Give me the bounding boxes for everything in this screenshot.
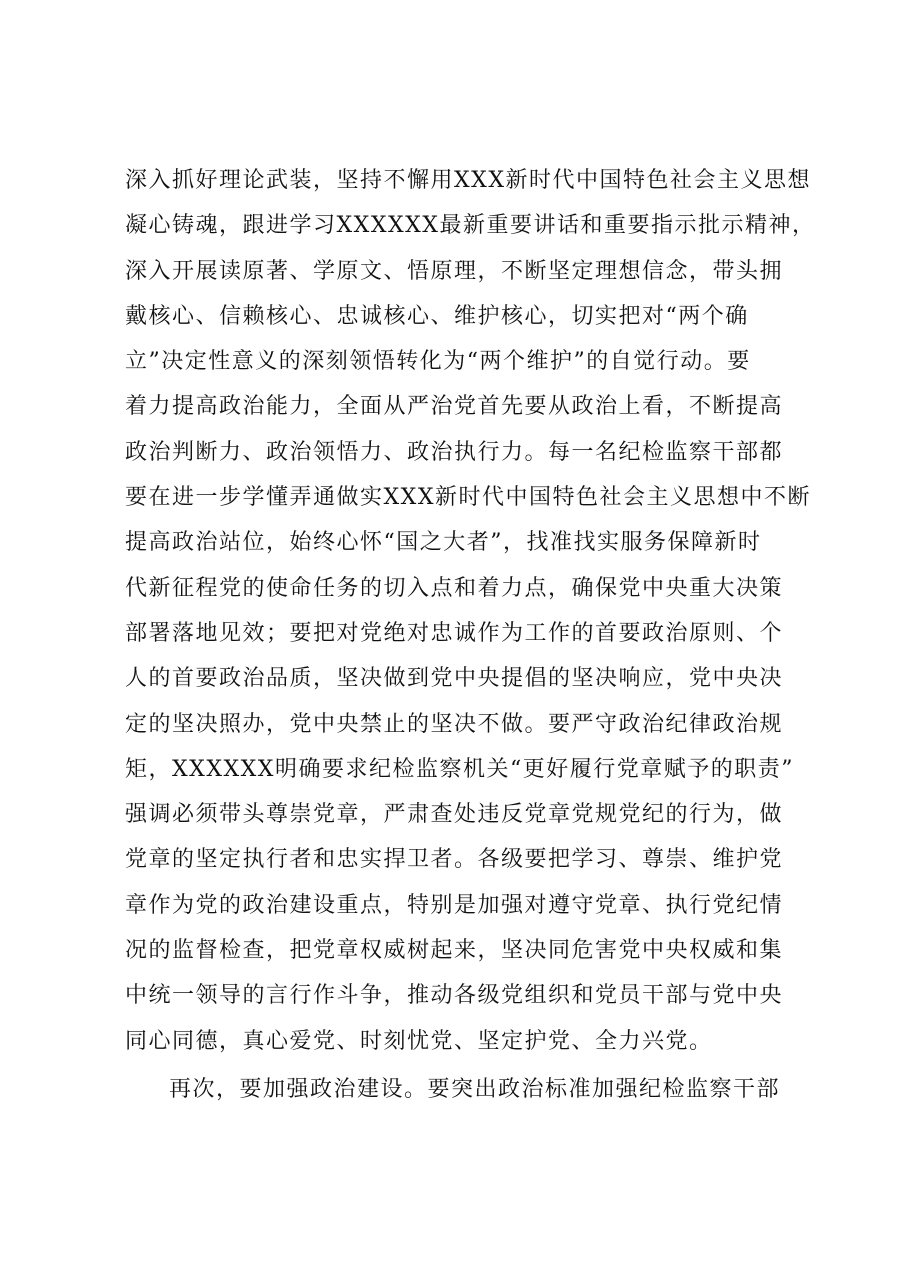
text-line: 定的坚决照办，党中央禁止的坚决不做。要严守政治纪律政治规 [125, 711, 784, 737]
text-line: 章作为党的政治建设重点，特别是加强对遵守党章、执行党纪情 [125, 892, 784, 918]
text-line: 同心同德，真心爱党、时刻忧党、坚定护党、全力兴党。 [125, 1028, 713, 1054]
paragraph-2 [125, 1067, 825, 1112]
text-line: 深入开展读原著、学原文、悟原理，不断坚定理想信念，带头拥 [125, 258, 784, 284]
text-line: 中统一领导的言行作斗争，推动各级党组织和党员干部与党中央 [125, 983, 784, 1009]
text-line: 况的监督检查，把党章权威树起来，坚决同危害党中央权威和集 [125, 938, 784, 964]
text-line: 立”决定性意义的深刻领悟转化为“两个维护”的自觉行动。要 [125, 349, 751, 375]
text-line: 着力提高政治能力，全面从严治党首先要从政治上看，不断提高 [125, 394, 784, 420]
text-line: 代新征程党的使命任务的切入点和着力点，确保党中央重大决策 [125, 575, 784, 601]
text-line: 矩，XXXXXX明确要求纪检监察机关“更好履行党章赋予的职责” [125, 756, 794, 782]
text-line: 政治判断力、政治领悟力、政治执行力。每一名纪检监察干部都 [125, 439, 784, 465]
text-line: 凝心铸魂，跟进学习XXXXXX最新重要讲话和重要指示批示精神， [125, 213, 816, 239]
text-line: 要在进一步学懂弄通做实XXX新时代中国特色社会主义思想中不断 [125, 485, 811, 511]
text-line: 党章的坚定执行者和忠实捍卫者。各级要把学习、尊崇、维护党 [125, 847, 784, 873]
paragraph-1 [125, 158, 825, 1064]
text-line: 深入抓好理论武装，坚持不懈用XXX新时代中国特色社会主义思想 [125, 168, 811, 193]
text-line: 戴核心、信赖核心、忠诚核心、维护核心，切实把对“两个确 [125, 303, 749, 329]
text-line: 部署落地见效；要把对党绝对忠诚作为工作的首要政治原则、个 [125, 620, 784, 646]
text-line: 人的首要政治品质，坚决做到党中央提倡的坚决响应，党中央决 [125, 666, 784, 692]
text-line: 提高政治站位，始终心怀“国之大者”，找准找实服务保障新时 [125, 530, 762, 556]
text-line: 再次，要加强政治建设。要突出政治标准加强纪检监察干部 [169, 1076, 781, 1102]
document-body [125, 158, 825, 1112]
text-line: 强调必须带头尊崇党章，严肃查处违反党章党规党纪的行为，做 [125, 802, 784, 828]
